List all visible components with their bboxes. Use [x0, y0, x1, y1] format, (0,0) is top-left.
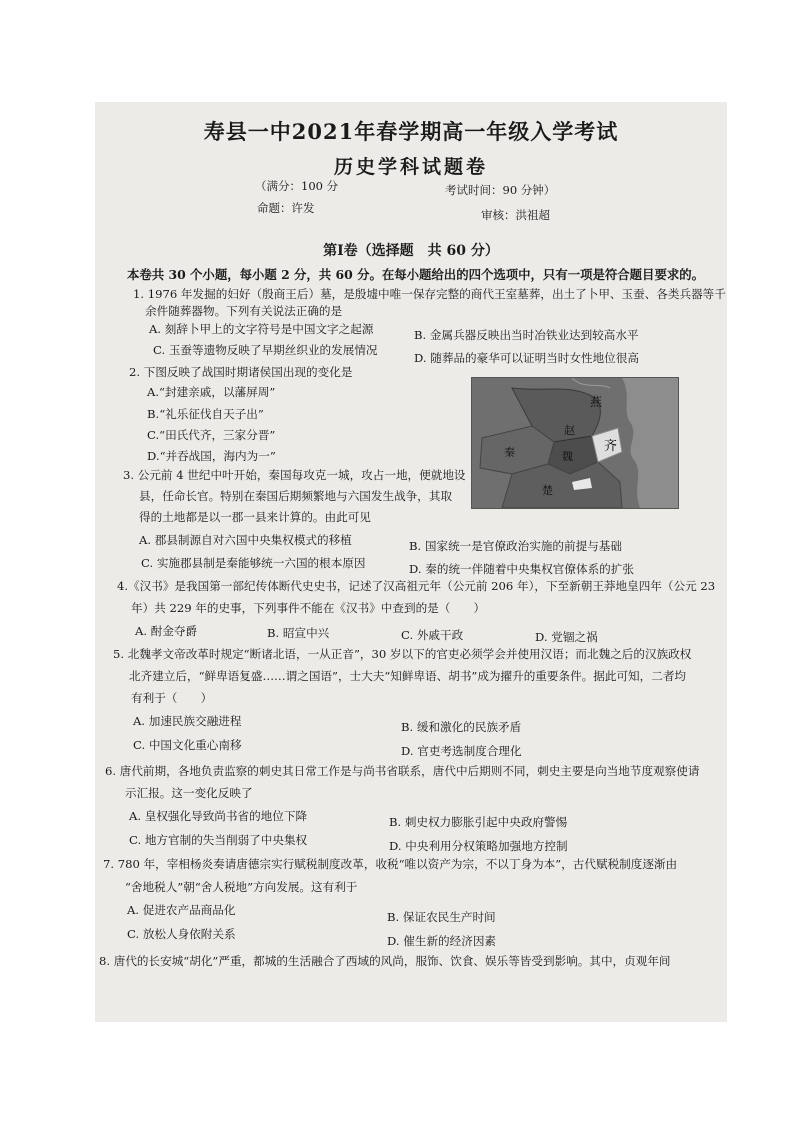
q5-option-d: D. 官吏考选制度合理化: [401, 744, 522, 758]
q3-option-a: A. 郡县制源自对六国中央集权模式的移植: [139, 533, 352, 547]
q5-stem-line1: 5. 北魏孝文帝改革时规定“断诸北语，一从正音”，30 岁以下的官吏必须学会并使用汉语；而北魏之后的汉族政权: [113, 647, 692, 661]
exam-subtitle: 历史学科试题卷: [333, 156, 488, 178]
map-label-wei: 魏: [562, 450, 573, 463]
exam-sheet: [95, 102, 727, 1022]
reviewer: 审核：洪祖超: [481, 208, 550, 222]
map-label-qin: 秦: [504, 446, 515, 459]
q3-stem-line3: 得的土地都是以一郡一县来计算的。由此可见: [139, 510, 371, 524]
q3-option-c: C. 实施郡县制是秦能够统一六国的根本原因: [141, 556, 366, 570]
q3-option-d: D. 秦的统一伴随着中央集权官僚体系的扩张: [409, 562, 634, 576]
map-label-chu: 楚: [542, 484, 553, 497]
q1-option-c: C. 玉蚕等遗物反映了早期丝织业的发展情况: [153, 343, 378, 357]
q1-stem-line1: 1. 1976 年发掘的妇好（殷商王后）墓，是殷墟中唯一保存完整的商代王室墓葬，出土了卜甲、玉蚕、各类兵器等千: [133, 287, 726, 301]
q2-option-a: A.“封建亲戚，以藩屏周”: [147, 385, 276, 399]
q5-option-b: B. 缓和激化的民族矛盾: [401, 720, 522, 734]
q7-option-b: B. 保证农民生产时间: [387, 910, 496, 924]
q1-stem-line2: 余件随葬器物。下列有关说法正确的是: [145, 304, 343, 318]
q8-stem-line1: 8. 唐代的长安城“胡化”严重，都城的生活融合了西域的风尚，服饰、饮食、娱乐等皆受到影响。其中，贞观年间: [99, 954, 671, 968]
q3-stem-line1: 3. 公元前 4 世纪中叶开始，秦国每攻克一城，攻占一地，便就地设: [123, 468, 466, 482]
q7-stem-line2: “舍地税人”朝“舍人税地”方向发展。这有利于: [125, 880, 358, 894]
q4-option-b: B. 昭宣中兴: [267, 626, 330, 640]
section-instructions: 本卷共 30 个小题，每小题 2 分，共 60 分。在每小题给出的四个选项中，只有一项是符合题目要求的。: [127, 267, 705, 282]
q5-stem-line3: 有利于（ ）: [131, 691, 213, 705]
q7-stem-line1: 7. 780 年，宰相杨炎奏请唐德宗实行赋税制度改革，收税“唯以资产为宗，不以丁身为本”，古代赋税制度逐渐由: [103, 857, 678, 871]
q2-stem: 2. 下图反映了战国时期诸侯国出现的变化是: [129, 365, 353, 379]
q4-stem-line2: 年）共 229 年的史事，下列事件不能在《汉书》中查到的是（ ）: [131, 601, 486, 615]
q5-option-c: C. 中国文化重心南移: [133, 738, 242, 752]
q6-option-d: D. 中央利用分权策略加强地方控制: [389, 839, 568, 853]
q2-option-b: B.“礼乐征伐自天子出”: [147, 407, 264, 421]
section-title: 第Ⅰ卷（选择题 共 60 分）: [323, 243, 499, 259]
q7-option-d: D. 催生新的经济因素: [387, 934, 497, 948]
q5-stem-line2: 北齐建立后，“鲜卑语复盛……谓之国语”，士大夫“知鲜卑语、胡书”成为擢升的重要条件。据此可知，二者均: [129, 669, 687, 683]
q1-option-a: A. 刻辞卜甲上的文字符号是中国文字之起源: [149, 322, 374, 336]
q5-option-a: A. 加速民族交融进程: [133, 714, 242, 728]
q4-option-c: C. 外戚干政: [401, 628, 464, 642]
map-label-yan: 燕: [590, 395, 603, 409]
setter: 命题：许发: [257, 201, 315, 215]
warring-states-map: [471, 377, 679, 509]
q2-option-d: D.“并吞战国，海内为一”: [147, 449, 276, 463]
exam-title: 寿县一中2021年春学期高一年级入学考试: [203, 119, 619, 144]
q4-option-a: A. 酎金夺爵: [135, 624, 198, 638]
q3-option-b: B. 国家统一是官僚政治实施的前提与基础: [409, 539, 622, 553]
q7-option-c: C. 放松人身依附关系: [127, 927, 236, 941]
q2-option-c: C.“田氏代齐，三家分晋”: [147, 428, 276, 442]
q6-stem-line2: 示汇报。这一变化反映了: [125, 786, 253, 800]
q6-option-c: C. 地方官制的失当削弱了中央集权: [129, 833, 308, 847]
q1-option-d: D. 随葬品的豪华可以证明当时女性地位很高: [414, 351, 639, 365]
q3-stem-line2: 县，任命长官。特别在秦国后期频繁地与六国发生战争，其取: [139, 489, 453, 503]
q4-option-d: D. 党锢之祸: [535, 630, 598, 644]
q1-option-b: B. 金属兵器反映出当时冶铁业达到较高水平: [414, 328, 639, 342]
q7-option-a: A. 促进农产品商品化: [127, 903, 236, 917]
map-label-zhao: 赵: [564, 424, 575, 437]
q6-option-a: A. 皇权强化导致尚书省的地位下降: [129, 809, 308, 823]
full-score: （满分：100 分: [255, 179, 339, 193]
q4-stem-line1: 4.《汉书》是我国第一部纪传体断代史史书，记述了汉高祖元年（公元前 206 年），下至新朝王莽地皇四年（公元 23: [117, 579, 716, 593]
exam-time: 考试时间：90 分钟）: [445, 183, 556, 197]
q6-stem-line1: 6. 唐代前期，各地负责监察的刺史其日常工作是与尚书省联系，唐代中后期则不同，刺史主要是向当地节度观察使请: [105, 764, 700, 778]
q6-option-b: B. 刺史权力膨胀引起中央政府警惕: [389, 815, 568, 829]
map-label-qi: 齐: [604, 439, 618, 454]
